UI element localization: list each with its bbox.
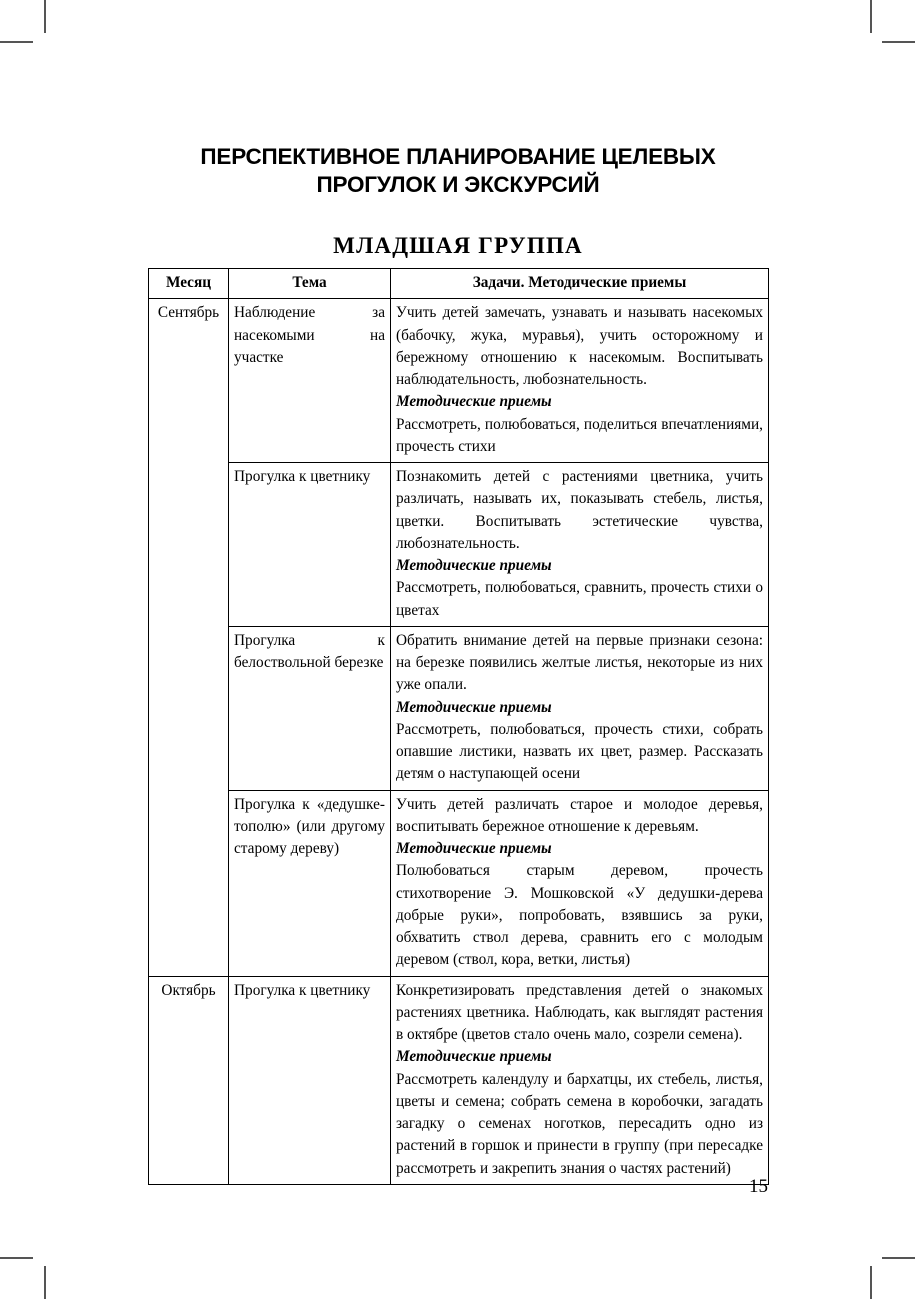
methods-label: Методические приемы [396,557,552,574]
planning-table [148,268,769,1185]
cell-theme: Наблюдение за насекомыми на участке [229,299,391,463]
column-header-theme: Тема [229,269,391,299]
crop-mark-bottom-left-vertical [44,1266,46,1299]
cell-theme: Прогулка к цветнику [229,976,391,1184]
cell-tasks [391,976,769,1184]
task-main-text: Обратить внимание детей на первые признаки сезона: на березке появились желтые листья, некоторые из них уже опали. [396,631,763,694]
crop-mark-top-right-vertical [870,0,872,33]
cell-tasks [391,463,769,627]
task-methods-text: Рассмотреть, полюбоваться, поделиться впечатлениями, прочесть стихи [396,415,763,455]
cell-theme: Прогулка к «дедушке-тополю» (или другому старому дереву) [229,790,391,976]
document-title: ПЕРСПЕКТИВНОЕ ПЛАНИРОВАНИЕ ЦЕЛЕВЫХ ПРОГУЛОК И ЭКСКУРСИЙ [200,144,716,198]
cell-theme: Прогулка к цветнику [229,463,391,627]
table-row [149,790,769,976]
task-main-text: Учить детей замечать, узнавать и называть насекомых (бабочку, жука, муравья), учить осторожному и бережному отношению к насекомым. Воспитывать наблюдательность, любознательность. [396,304,763,388]
task-main-text: Конкретизировать представления детей о знакомых растениях цветника. Наблюдать, как выглядят растения в октябре (цветов стало очень мало, созрели семена). [396,981,763,1043]
page-number: 15 [749,1176,768,1197]
crop-mark-top-right-horizontal [882,41,915,43]
cell-tasks [391,626,769,790]
table-header-row [149,269,769,299]
table-row [149,463,769,627]
column-header-tasks: Задачи. Методические приемы [391,269,769,299]
crop-mark-bottom-right-horizontal [882,1257,915,1259]
cell-theme: Прогулка к белоствольной березке [229,626,391,790]
crop-mark-top-left-horizontal [0,41,33,43]
task-methods-text: Рассмотреть календулу и бархатцы, их стебель, листья, цветы и семена; собрать семена в коробочки, загадать загадку о семенах ноготков, пересадить одно из растений в горшок и принести в группу (при пересадке рассмотреть и закрепить знания о частях растений) [396,1070,763,1177]
column-header-month: Месяц [149,269,229,299]
methods-label: Методические приемы [396,1048,552,1066]
crop-mark-top-left-vertical [44,0,46,33]
cell-tasks [391,790,769,976]
cell-month: Октябрь [149,976,229,1184]
task-methods-text: Рассмотреть, полюбоваться, прочесть стихи, собрать опавшие листики, назвать их цвет, размер. Рассказать детям о наступающей осени [396,720,763,783]
methods-label: Методические приемы [396,393,552,411]
table-row [149,626,769,790]
cell-tasks [391,299,769,463]
cell-month: Сентябрь [149,299,229,976]
methods-label: Методические приемы [396,698,552,716]
crop-mark-bottom-left-horizontal [0,1257,33,1259]
table-row [149,976,769,1184]
table-body [149,299,769,1185]
task-main-text: Познакомить детей с растениями цветника, учить различать, называть их, показывать стебель, листья, цветки. Воспитывать эстетические чувства, любознательность. [396,468,763,552]
table-row [149,299,769,463]
document-subtitle: МЛАДШАЯ ГРУППА [333,233,583,259]
crop-mark-bottom-right-vertical [870,1266,872,1299]
task-methods-text: Полюбоваться старым деревом, прочесть стихотворение Э. Мошковской «У дедушки-дерева добрые руки», попробовать, взявшись за руки, обхватить ствол дерева, сравнить его с молодым деревом (ствол, кора, ветки, листья) [396,862,763,969]
methods-label: Методические приемы [396,840,552,857]
task-main-text: Учить детей различать старое и молодое деревья, воспитывать бережное отношение к деревьям. [396,795,763,835]
task-methods-text: Рассмотреть, полюбоваться, сравнить, прочесть стихи о цветах [396,579,763,619]
